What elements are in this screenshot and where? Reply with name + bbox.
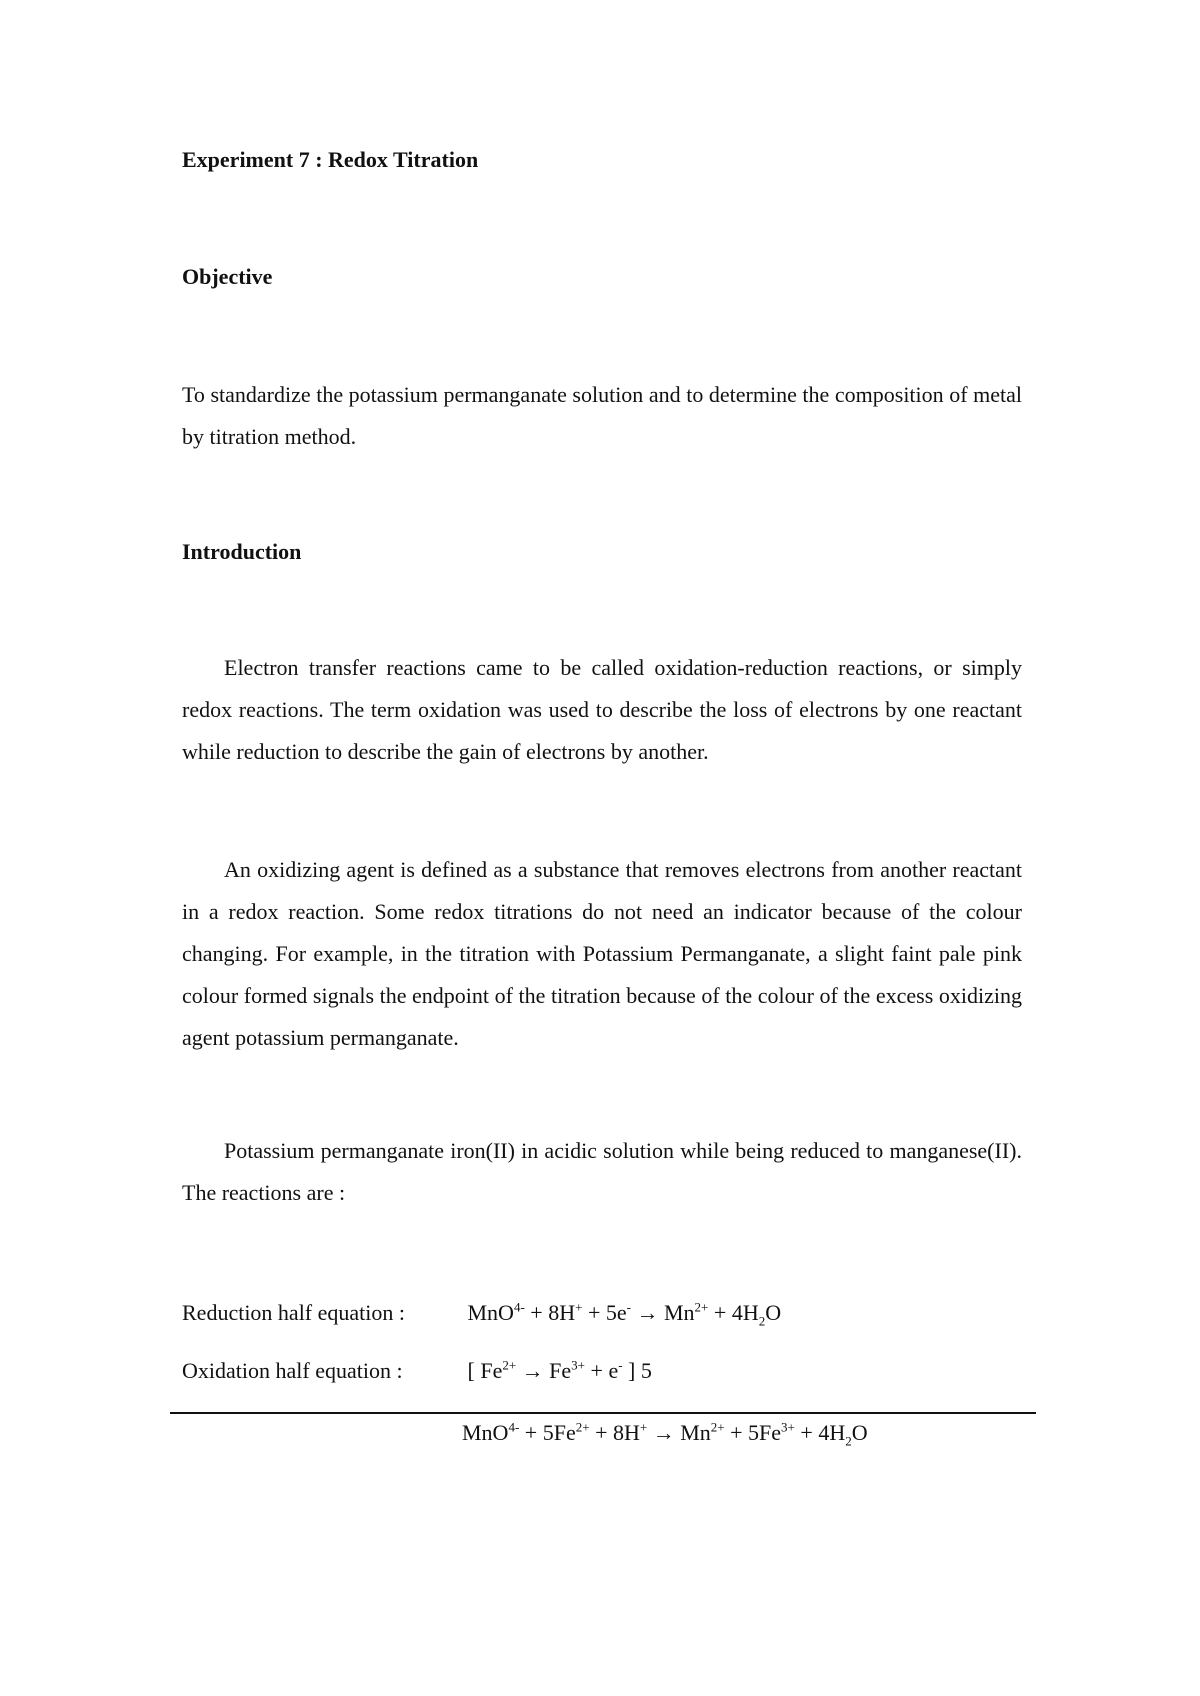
objective-heading: Objective bbox=[182, 264, 273, 289]
introduction-paragraph-3: Potassium permanganate iron(II) in acidic solution while being reduced to manganese(II). The reactions are : bbox=[182, 1138, 1022, 1205]
oxidation-label: Oxidation half equation : bbox=[182, 1358, 403, 1383]
reduction-equation-row bbox=[182, 1299, 782, 1329]
introduction-heading: Introduction bbox=[182, 539, 302, 564]
equation-sum-divider bbox=[170, 1412, 1036, 1414]
introduction-paragraph-2: An oxidizing agent is defined as a substance that removes electrons from another reactant in a redox reaction. Some redox titrations do not need an indicator because of the colour changing. For example, in the titration with Potassium Permanganate, a slight faint pale pink colour formed signals the endpoint of the titration because of the colour of the excess oxidizing agent potassium permanganate. bbox=[182, 857, 1022, 1050]
oxidation-formula: [ $Fe^{2+} \to Fe^{3+} + e^-$ ] 5 bbox=[467, 1357, 652, 1383]
objective-paragraph: To standardize the potassium permanganate solution and to determine the composition of metal by titration method. bbox=[182, 382, 1022, 449]
introduction-paragraph-1: Electron transfer reactions came to be called oxidation-reduction reactions, or simply redox reactions. The term oxidation was used to describe the loss of electrons by one reactant while reduction to describe the gain of electrons by another. bbox=[182, 655, 1022, 764]
reduction-formula: $MnO^{4-} + 8H^+ + 5e^- \to Mn^{2+} + 4H_2O$ bbox=[467, 1299, 782, 1329]
page-title: Experiment 7 : Redox Titration bbox=[182, 147, 479, 172]
oxidation-equation-row bbox=[182, 1358, 652, 1384]
reduction-label: Reduction half equation : bbox=[182, 1300, 405, 1325]
overall-equation: $MnO^{4-} + 5Fe^{2+} + 8H^+ \to Mn^{2+} + 5Fe^{3+} + 4H_2O$ bbox=[462, 1419, 868, 1449]
